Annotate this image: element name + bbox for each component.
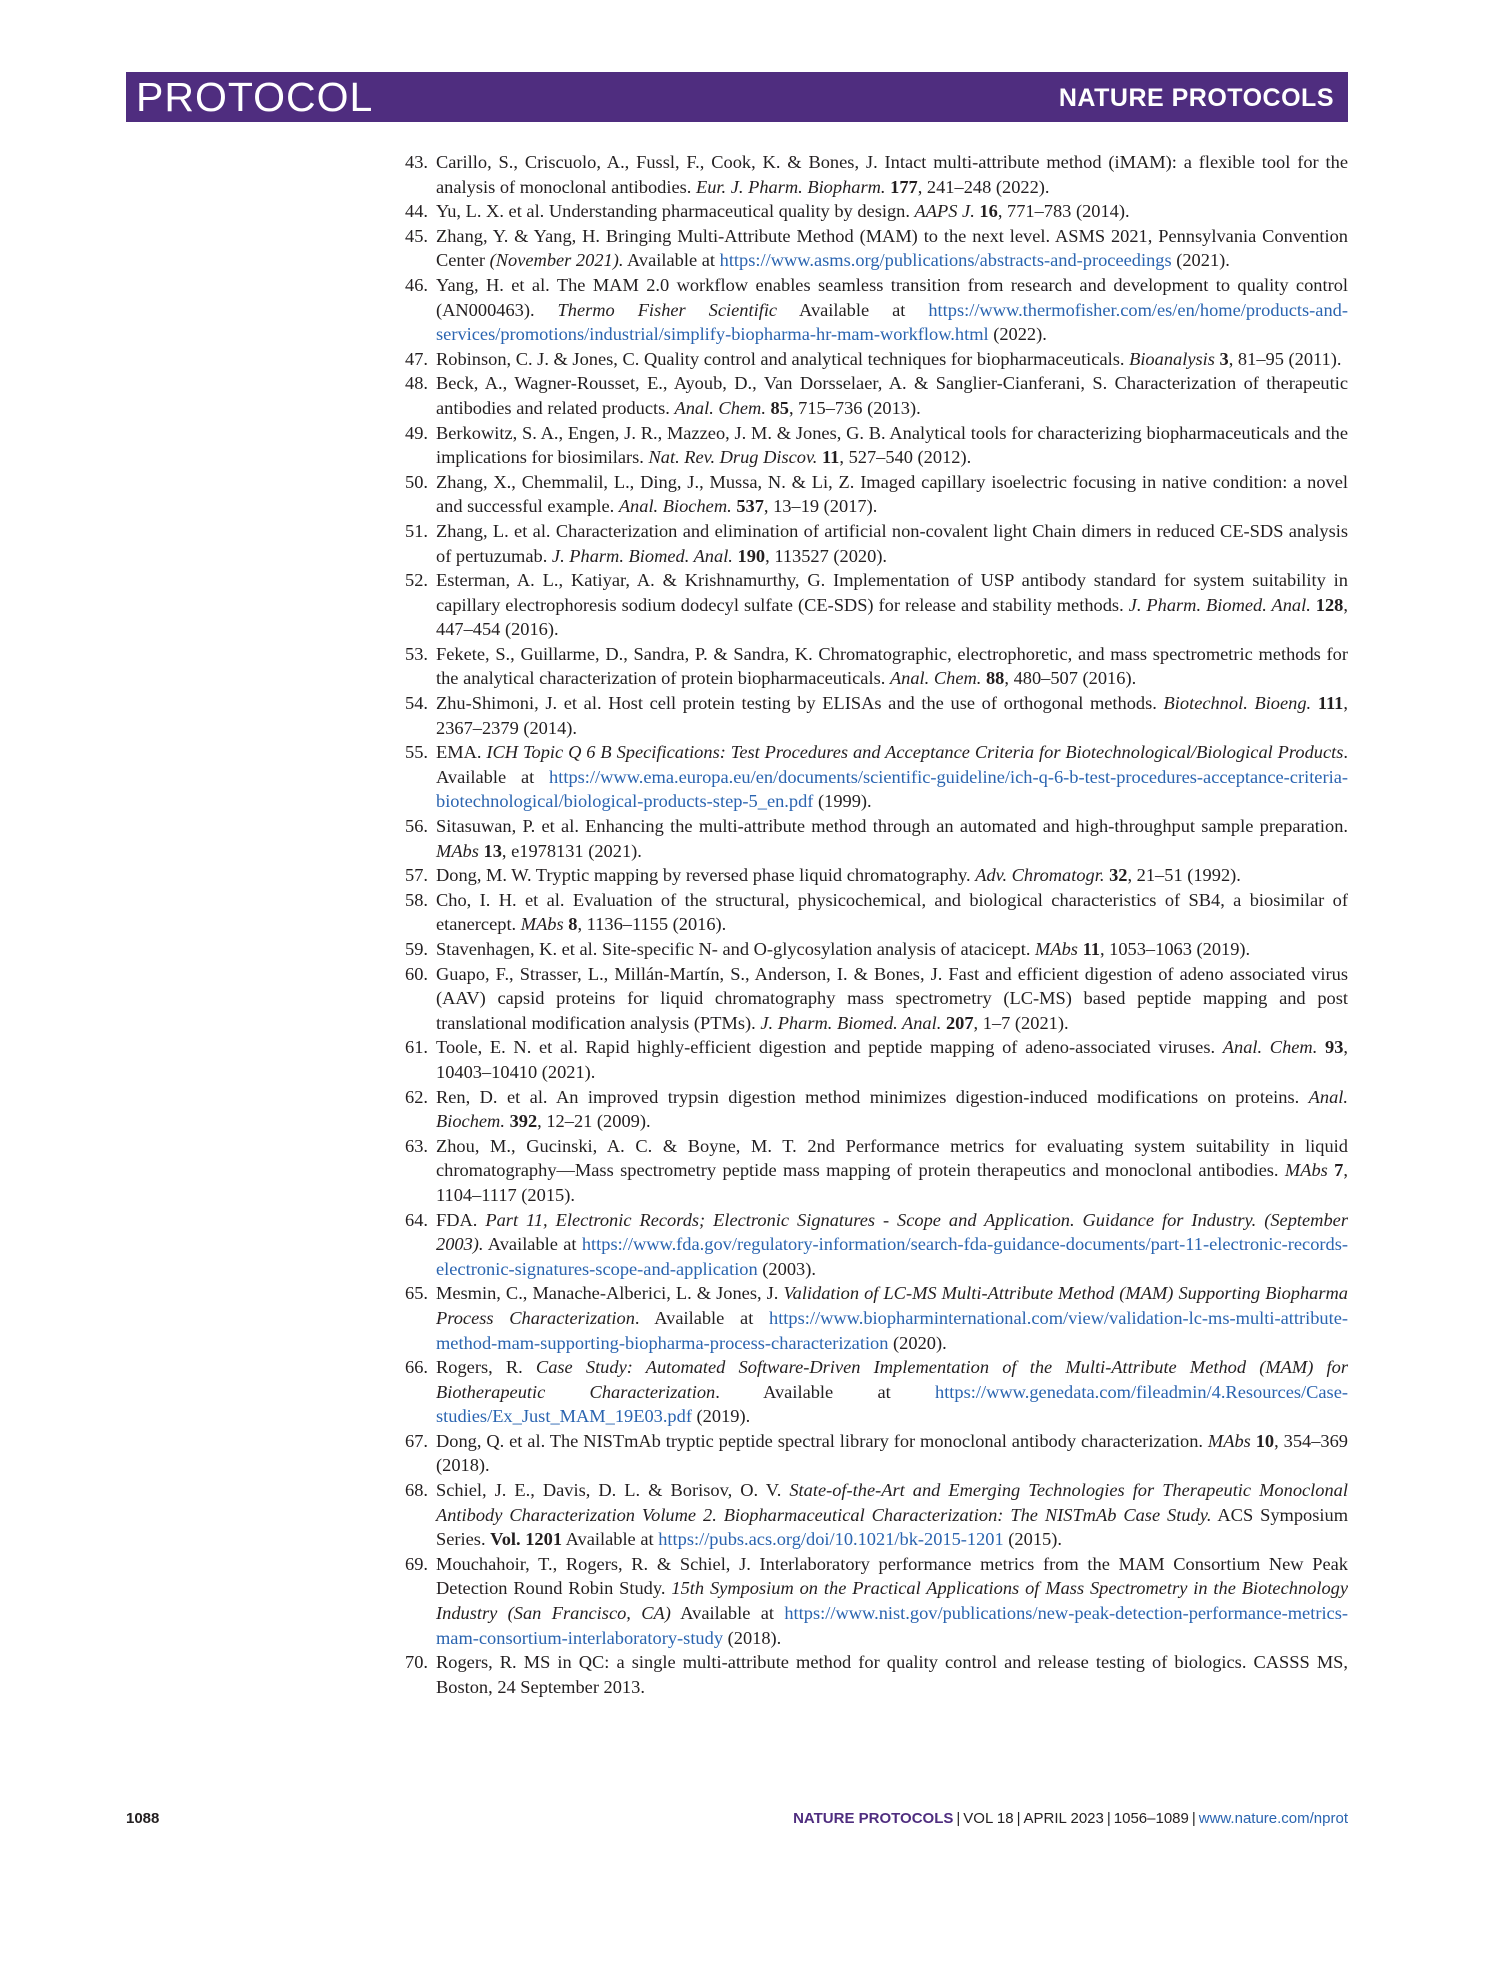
- reference-italic: 15th Symposium on the Practical Applications of Mass Spectrometry in the Biotechnology Industry (San Francisco, CA): [436, 1578, 1349, 1624]
- reference-italic: Thermo Fisher Scientific: [557, 299, 778, 320]
- reference-text: Berkowitz, S. A., Engen, J. R., Mazzeo, J. M. & Jones, G. B. Analytical tools for characterizing biopharmaceuticals and the implications for biosimilars.: [436, 422, 1348, 468]
- reference-text: , 2367–2379 (2014).: [436, 693, 1348, 738]
- reference-italic: Validation of LC-MS Multi-Attribute Method (MAM) Supporting Biopharma Process Characterization: [436, 1283, 1348, 1328]
- reference-text: Available at: [483, 1234, 582, 1255]
- reference-italic: Anal. Biochem.: [436, 1086, 1348, 1132]
- reference-text: , 21–51 (1992).: [1127, 865, 1241, 886]
- reference-text: Esterman, A. L., Katiyar, A. & Krishnamurthy, G. Implementation of USP antibody standard for system suitability in capillary electrophoresis sodium dodecyl sulfate (CE-SDS) for release and stability methods.: [436, 570, 1348, 615]
- reference-text: Mesmin, C., Manache-Alberici, L. & Jones, J.: [436, 1283, 784, 1304]
- reference-item: [392, 371, 1348, 420]
- reference-text: Cho, I. H. et al. Evaluation of the structural, physicochemical, and biological characteristics of SB4, a biosimilar of etanercept.: [436, 889, 1348, 935]
- reference-number: 46.: [405, 274, 428, 295]
- reference-text: , 715–736 (2013).: [788, 397, 921, 418]
- reference-italic: Anal. Biochem.: [618, 496, 732, 517]
- reference-item: [392, 224, 1348, 273]
- reference-text: , 771–783 (2014).: [997, 201, 1130, 222]
- reference-text: , 1136–1155 (2016).: [577, 914, 727, 935]
- reference-text: , 13–19 (2017).: [763, 496, 878, 517]
- reference-text: Available at: [670, 1603, 785, 1624]
- reference-number: 60.: [405, 963, 428, 984]
- reference-item: [392, 347, 1348, 372]
- reference-link[interactable]: https://www.nist.gov/publications/new-peak-detection-performance-metrics-mam-consortium-interlaboratory-study: [436, 1603, 1348, 1648]
- reference-number: 58.: [405, 889, 428, 910]
- reference-item: [392, 470, 1348, 519]
- reference-volume: 13: [483, 840, 502, 861]
- reference-number: 66.: [405, 1357, 428, 1378]
- reference-item: [392, 814, 1348, 863]
- reference-volume: 3: [1219, 348, 1229, 369]
- reference-italic: (November 2021).: [489, 250, 624, 271]
- reference-volume: Vol. 1201: [490, 1529, 563, 1550]
- reference-text: EMA.: [436, 742, 487, 763]
- reference-number: 57.: [405, 865, 428, 886]
- reference-text: [1311, 693, 1318, 713]
- reference-item: [392, 1552, 1348, 1650]
- reference-volume: 207: [945, 1012, 974, 1033]
- reference-text: . Available at: [436, 742, 1348, 787]
- footer-info: NATURE PROTOCOLS | VOL 18 | APRIL 2023 | 1056–1089 | www.nature.com/nprot: [793, 1810, 1348, 1827]
- reference-number: 67.: [405, 1430, 428, 1451]
- reference-number: 61.: [405, 1037, 428, 1058]
- reference-italic: MAbs: [1207, 1430, 1251, 1451]
- reference-italic: Anal. Chem.: [1222, 1037, 1318, 1058]
- reference-item: [392, 1478, 1348, 1552]
- reference-text: . Available at: [715, 1381, 935, 1402]
- reference-italic: MAbs: [1284, 1160, 1328, 1181]
- reference-number: 53.: [405, 643, 428, 664]
- footer-pages: 1056–1089: [1113, 1810, 1189, 1827]
- reference-number: 45.: [405, 225, 428, 246]
- reference-number: 55.: [405, 742, 428, 763]
- reference-link[interactable]: https://www.biopharminternational.com/view/validation-lc-ms-multi-attribute-method-mam-supporting-biopharma-process-characterization: [436, 1307, 1348, 1353]
- reference-volume: 7: [1334, 1160, 1344, 1181]
- reference-italic: J. Pharm. Biomed. Anal.: [1128, 594, 1311, 615]
- reference-volume: 111: [1317, 693, 1344, 714]
- reference-text: Rogers, R. MS in QC: a single multi-attribute method for quality control and release testing of biologics. CASSS MS, Boston, 24 September 2013.: [436, 1652, 1348, 1697]
- reference-item: [392, 888, 1348, 937]
- section-label: PROTOCOL: [136, 74, 374, 120]
- reference-volume: 93: [1325, 1037, 1344, 1058]
- reference-italic: Adv. Chromatogr.: [975, 865, 1105, 886]
- reference-item: [392, 962, 1348, 1036]
- reference-number: 59.: [405, 939, 428, 959]
- reference-text: , 12–21 (2009).: [537, 1111, 651, 1132]
- reference-number: 62.: [405, 1086, 428, 1107]
- reference-text: , 1053–1063 (2019).: [1099, 939, 1251, 959]
- reference-volume: 32: [1109, 865, 1128, 886]
- reference-volume: 10: [1255, 1430, 1275, 1451]
- reference-text: ACS Symposium Series.: [436, 1504, 1348, 1550]
- reference-volume: 177: [890, 176, 918, 197]
- reference-italic: Case Study: Automated Software-Driven Implementation of the Multi-Attribute Method (MAM) for Biotherapeutic Characterization: [436, 1357, 1348, 1402]
- reference-item: [392, 150, 1348, 199]
- reference-item: [392, 740, 1348, 814]
- reference-volume: 88: [985, 668, 1005, 689]
- reference-italic: MAbs: [436, 840, 479, 861]
- reference-text: , 241–248 (2022).: [917, 176, 1050, 197]
- reference-item: [392, 691, 1348, 740]
- reference-text: (2019).: [691, 1406, 751, 1427]
- reference-text: (2015).: [1003, 1529, 1062, 1550]
- reference-text: , 480–507 (2016).: [1004, 668, 1137, 689]
- reference-text: (2021).: [1171, 250, 1230, 271]
- reference-text: Dong, M. W. Tryptic mapping by reversed phase liquid chromatography.: [436, 865, 976, 886]
- reference-link[interactable]: https://www.genedata.com/fileadmin/4.Resources/Case-studies/Ex_Just_MAM_19E03.pdf: [436, 1381, 1348, 1427]
- reference-link[interactable]: https://www.thermofisher.com/es/en/home/products-and-services/promotions/industrial/simplify-biopharma-hr-mam-workflow.html: [436, 299, 1348, 345]
- reference-item: [392, 1429, 1348, 1478]
- reference-text: Stavenhagen, K. et al. Site-specific N- and O-glycosylation analysis of atacicept.: [436, 939, 1036, 959]
- reference-text: Dong, Q. et al. The NISTmAb tryptic peptide spectral library for monoclonal antibody characterization.: [436, 1430, 1208, 1451]
- page-header: [126, 72, 1348, 122]
- reference-item: [392, 1650, 1348, 1699]
- reference-italic: Nat. Rev. Drug Discov.: [648, 447, 818, 468]
- reference-text: , 527–540 (2012).: [839, 447, 972, 468]
- reference-number: 44.: [405, 201, 428, 222]
- reference-italic: Biotechnol. Bioeng.: [1163, 693, 1312, 714]
- reference-text: (2018).: [723, 1627, 782, 1648]
- reference-number: 69.: [405, 1553, 428, 1574]
- reference-number: 51.: [405, 520, 428, 541]
- reference-number: 50.: [405, 471, 428, 492]
- reference-number: 64.: [405, 1209, 428, 1230]
- reference-text: Sitasuwan, P. et al. Enhancing the multi-attribute method through an automated and high-throughput sample preparation.: [436, 816, 1348, 837]
- reference-text: [1317, 1037, 1325, 1057]
- reference-text: Zhou, M., Gucinski, A. C. & Boyne, M. T. 2nd Performance metrics for evaluating system suitability in liquid chromatography—Mass spectrometry peptide mass mapping of protein therapeutics and monoclonal antibodies.: [436, 1135, 1348, 1181]
- page-number: 1088: [126, 1810, 160, 1827]
- reference-list: [392, 150, 1348, 1699]
- reference-number: 65.: [405, 1283, 428, 1304]
- reference-text: , e1978131 (2021).: [501, 840, 642, 861]
- reference-number: 52.: [405, 570, 428, 591]
- reference-text: Toole, E. N. et al. Rapid highly-efficient digestion and peptide mapping of adeno-associated viruses.: [436, 1037, 1223, 1058]
- reference-text: Zhang, L. et al. Characterization and elimination of artificial non-covalent light Chain dimers in reduced CE-SDS analysis of pertuzumab.: [436, 520, 1348, 566]
- reference-italic: ICH Topic Q 6 B Specifications: Test Procedures and Acceptance Criteria for Biotechnological/Biological Products: [486, 742, 1344, 763]
- reference-italic: Part 11, Electronic Records; Electronic Signatures - Scope and Application. Guidance for Industry. (September 2003).: [436, 1209, 1348, 1255]
- reference-italic: AAPS J.: [914, 201, 975, 222]
- reference-item: [392, 199, 1348, 224]
- reference-item: [392, 1035, 1348, 1084]
- reference-number: 54.: [405, 693, 428, 714]
- reference-number: 47.: [405, 348, 428, 369]
- reference-text: Available at: [623, 250, 720, 271]
- reference-text: (1999).: [813, 791, 872, 812]
- reference-italic: Anal. Chem.: [889, 668, 982, 689]
- page-footer: [126, 1807, 1348, 1831]
- journal-name: NATURE PROTOCOLS: [1058, 84, 1334, 112]
- reference-volume: 537: [736, 496, 764, 517]
- reference-text: Mouchahoir, T., Rogers, R. & Schiel, J. Interlaboratory performance metrics from the MAM Consortium New Peak Detection Round Robin Study.: [436, 1553, 1348, 1599]
- reference-item: [392, 863, 1348, 888]
- reference-link[interactable]: https://www.ema.europa.eu/en/documents/scientific-guideline/ich-q-6-b-test-procedures-acceptance-criteria-biotechnological/biological-products-step-5_en.pdf: [436, 766, 1348, 812]
- reference-text: , 1104–1117 (2015).: [436, 1160, 1348, 1205]
- reference-number: 63.: [405, 1135, 428, 1156]
- reference-volume: 392: [509, 1111, 538, 1132]
- reference-item: [392, 937, 1348, 962]
- reference-text: Ren, D. et al. An improved trypsin digestion method minimizes digestion-induced modifications on proteins.: [436, 1086, 1309, 1107]
- reference-text: Yu, L. X. et al. Understanding pharmaceutical quality by design.: [436, 201, 915, 222]
- reference-link[interactable]: https://www.asms.org/publications/abstracts-and-proceedings: [719, 250, 1172, 271]
- reference-text: Available at: [562, 1529, 659, 1550]
- reference-link[interactable]: https://www.fda.gov/regulatory-information/search-fda-guidance-documents/part-11-electronic-records-electronic-signatures-scope-and-application: [436, 1234, 1348, 1279]
- reference-italic: MAbs: [520, 914, 564, 935]
- reference-number: 43.: [405, 152, 428, 172]
- reference-text: , 354–369 (2018).: [436, 1430, 1348, 1476]
- reference-item: [392, 519, 1348, 568]
- reference-text: Guapo, F., Strasser, L., Millán-Martín, S., Anderson, I. & Bones, J. Fast and efficient digestion of adeno associated virus (AAV) capsid proteins for liquid chromatography mass spectrometry (LC-MS) based peptide mapping and post translational modification analysis (PTMs).: [436, 963, 1348, 1033]
- reference-text: , 1–7 (2021).: [973, 1012, 1069, 1033]
- reference-item: [392, 421, 1348, 470]
- reference-text: (2022).: [988, 324, 1047, 345]
- reference-text: Zhang, X., Chemmalil, L., Ding, J., Mussa, N. & Li, Z. Imaged capillary isoelectric focusing in native condition: a novel and successful example.: [436, 471, 1348, 517]
- reference-text: Beck, A., Wagner-Rousset, E., Ayoub, D., Van Dorsselaer, A. & Sanglier-Cianferani, S. Characterization of therapeutic antibodies and related products.: [436, 373, 1348, 418]
- reference-text: (2020).: [888, 1332, 947, 1353]
- reference-italic: Bioanalysis: [1129, 348, 1215, 369]
- reference-italic: J. Pharm. Biomed. Anal.: [551, 545, 733, 566]
- reference-text: FDA.: [436, 1209, 486, 1230]
- reference-item: [392, 1281, 1348, 1355]
- reference-volume: 128: [1315, 594, 1344, 615]
- reference-text: Zhang, Y. & Yang, H. Bringing Multi-Attribute Method (MAM) to the next level. ASMS 2021, Pennsylvania Convention Center: [436, 225, 1348, 271]
- reference-text: , 10403–10410 (2021).: [436, 1037, 1348, 1082]
- reference-item: [392, 1134, 1348, 1208]
- reference-link[interactable]: https://pubs.acs.org/doi/10.1021/bk-2015-1201: [658, 1529, 1004, 1550]
- reference-volume: 85: [770, 397, 789, 418]
- reference-number: 48.: [405, 373, 428, 394]
- reference-text: , 81–95 (2011).: [1228, 348, 1342, 369]
- reference-text: Schiel, J. E., Davis, D. L. & Borisov, O. V.: [436, 1480, 790, 1501]
- reference-item: [392, 273, 1348, 347]
- reference-text: Available at: [777, 299, 929, 320]
- reference-text: Zhu-Shimoni, J. et al. Host cell protein testing by ELISAs and the use of orthogonal methods.: [436, 693, 1164, 714]
- reference-number: 56.: [405, 816, 428, 837]
- reference-italic: Eur. J. Pharm. Biopharm.: [695, 176, 886, 197]
- reference-volume: 190: [737, 545, 766, 566]
- reference-volume: 11: [822, 447, 840, 468]
- reference-volume: 16: [979, 201, 998, 222]
- reference-text: Carillo, S., Criscuolo, A., Fussl, F., Cook, K. & Bones, J. Intact multi-attribute method (iMAM): a flexible tool for the analysis of monoclonal antibodies.: [436, 152, 1348, 197]
- footer-url[interactable]: www.nature.com/nprot: [1198, 1810, 1348, 1827]
- reference-italic: State-of-the-Art and Emerging Technologies for Therapeutic Monoclonal Antibody Characterization Volume 2. Biopharmaceutical Characterization: The NISTmAb Case Study.: [436, 1480, 1348, 1525]
- footer-journal: NATURE PROTOCOLS: [793, 1810, 954, 1827]
- footer-volume: VOL 18: [963, 1810, 1014, 1827]
- reference-italic: J. Pharm. Biomed. Anal.: [760, 1012, 942, 1033]
- reference-text: , 113527 (2020).: [765, 545, 888, 566]
- reference-text: Fekete, S., Guillarme, D., Sandra, P. & Sandra, K. Chromatographic, electrophoretic, and mass spectrometric methods for the analytical characterization of protein biopharmaceuticals.: [436, 643, 1348, 689]
- reference-volume: 11: [1082, 939, 1100, 959]
- reference-item: [392, 1355, 1348, 1429]
- reference-text: Robinson, C. J. & Jones, C. Quality control and analytical techniques for biopharmaceuticals.: [436, 348, 1130, 369]
- reference-text: (2003).: [757, 1258, 816, 1279]
- reference-text: Yang, H. et al. The MAM 2.0 workflow enables seamless transition from research and development to quality control (AN000463).: [436, 274, 1348, 320]
- reference-item: [392, 568, 1348, 642]
- reference-number: 68.: [405, 1480, 428, 1501]
- reference-item: [392, 1208, 1348, 1282]
- reference-volume: 8: [568, 914, 578, 935]
- reference-italic: MAbs: [1035, 939, 1078, 959]
- reference-item: [392, 642, 1348, 691]
- footer-date: APRIL 2023: [1023, 1810, 1104, 1827]
- reference-text: . Available at: [634, 1307, 769, 1328]
- reference-text: Rogers, R.: [436, 1357, 536, 1378]
- reference-item: [392, 1085, 1348, 1134]
- reference-italic: Anal. Chem.: [674, 397, 766, 418]
- reference-number: 49.: [405, 422, 428, 443]
- reference-number: 70.: [405, 1652, 428, 1673]
- reference-text: , 447–454 (2016).: [436, 594, 1348, 640]
